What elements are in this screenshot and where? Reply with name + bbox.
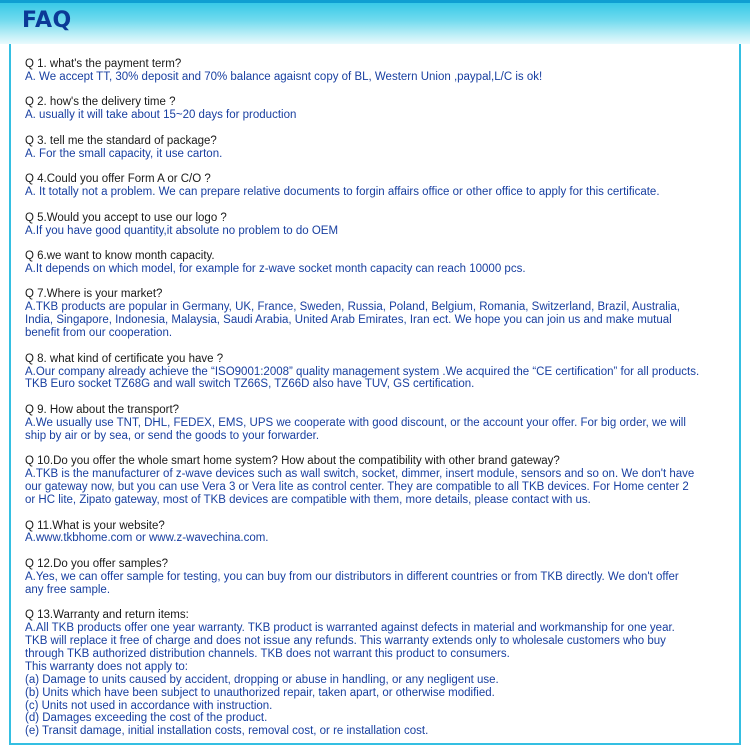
faq-list xyxy=(25,58,737,751)
faq-question: Q 4.Could you offer Form A or C/O ? xyxy=(25,173,211,186)
header-top-bar xyxy=(0,0,750,3)
faq-question: Q 10.Do you offer the whole smart home system? How about the compatibility with other brand gateway? xyxy=(25,455,560,468)
faq-item xyxy=(25,135,737,161)
faq-item xyxy=(25,173,737,199)
faq-item xyxy=(25,609,737,738)
faq-question: Q 1. what's the payment term? xyxy=(25,58,182,70)
faq-item xyxy=(25,455,737,507)
faq-answer-line: benefit from our cooperation. xyxy=(25,327,173,340)
faq-item xyxy=(25,212,737,238)
faq-question: Q 6.we want to know month capacity. xyxy=(25,250,215,263)
faq-answer-line: ship by air or by sea, or send the goods to your forwarder. xyxy=(25,429,320,442)
header-banner xyxy=(0,0,750,44)
faq-answer-line: A. usually it will take about 15~20 days for production xyxy=(25,109,297,122)
faq-item xyxy=(25,96,737,122)
faq-answer-line: A.All TKB products offer one year warranty. TKB product is warranted against defects in material and workmanship for one year. xyxy=(25,622,675,635)
faq-item xyxy=(25,58,737,84)
faq-question: Q 2. how's the delivery time ? xyxy=(25,96,176,109)
page-title: FAQ xyxy=(22,8,72,33)
faq-answer-line: A.TKB products are popular in Germany, UK, France, Sweden, Russia, Poland, Belgium, Romania, Switzerland, Brazil, Australia, xyxy=(25,301,680,314)
faq-answer-line: (e) Transit damage, initial installation costs, removal cost, or re installation cost. xyxy=(25,725,429,738)
faq-item xyxy=(25,353,737,392)
faq-answer-line: India, Singapore, Indonesia, Malaysia, Saudi Arabia, United Arab Emirates, Iran ect. We hope you can join us and make mutual xyxy=(25,314,672,327)
faq-answer-line: This warranty does not apply to: xyxy=(25,660,188,673)
faq-answer-line: (c) Units not used in accordance with instruction. xyxy=(25,699,273,712)
faq-answer-line: A. It totally not a problem. We can prepare relative documents to forgin affairs office or other office to apply for this certificate. xyxy=(25,186,660,199)
faq-answer-line: A.TKB is the manufacturer of z-wave devices such as wall switch, socket, dimmer, insert module, sensors and so on. We don't have xyxy=(25,468,695,481)
faq-answer-line: our gateway now, but you can use Vera 3 or Vera lite as control center. They are compatible to all TKB devices. For Home center 2 xyxy=(25,481,689,494)
faq-item xyxy=(25,250,737,276)
faq-answer-line: A.It depends on which model, for example for z-wave socket month capacity can reach 10000 pcs. xyxy=(25,262,526,275)
faq-answer-line: A. We accept TT, 30% deposit and 70% balance agaisnt copy of BL, Western Union ,paypal,L/C is ok! xyxy=(25,70,543,83)
faq-answer-line: A.www.tkbhome.com or www.z-wavechina.com. xyxy=(25,532,269,545)
faq-answer-line: (a) Damage to units caused by accident, dropping or abuse in handling, or any negligent use. xyxy=(25,673,499,686)
faq-answer-line: TKB will replace it free of charge and does not issue any refunds. This warranty extends only to wholesale customers who buy xyxy=(25,635,666,648)
faq-answer-line: A. For the small capacity, it use carton. xyxy=(25,147,223,160)
faq-answer-line: A.Yes, we can offer sample for testing, you can buy from our distributors in different countries or from TKB directly. We don't offer xyxy=(25,570,679,583)
faq-question: Q 12.Do you offer samples? xyxy=(25,557,168,570)
faq-answer-line: through TKB authorized distribution channels. TKB does not warrant this product to consumers. xyxy=(25,647,510,660)
faq-question: Q 8. what kind of certificate you have ? xyxy=(25,352,224,365)
faq-answer-line: A.If you have good quantity,it absolute no problem to do OEM xyxy=(25,224,339,237)
faq-answer-line: TKB Euro socket TZ68G and wall switch TZ66S, TZ66D also have TUV, GS certification. xyxy=(25,378,475,391)
faq-answer-line: A.We usually use TNT, DHL, FEDEX, EMS, UPS we cooperate with good discount, or the account your offer. For big order, we will xyxy=(25,416,686,429)
faq-answer-line: A.Our company already achieve the “ISO9001:2008” quality management system .We acquired the “CE certification” for all products. xyxy=(25,365,700,378)
faq-item xyxy=(25,288,737,340)
faq-item xyxy=(25,558,737,597)
faq-item xyxy=(25,520,737,546)
faq-answer-line: or HC lite, Zipato gateway, most of TKB devices are compatible with them, more details, please contact with us. xyxy=(25,494,591,506)
faq-question: Q 3. tell me the standard of package? xyxy=(25,134,217,147)
faq-item xyxy=(25,404,737,443)
faq-answer-line: (d) Damages exceeding the cost of the product. xyxy=(25,712,268,725)
faq-question: Q 13.Warranty and return items: xyxy=(25,609,189,622)
faq-answer-line: any free sample. xyxy=(25,583,111,596)
faq-question: Q 7.Where is your market? xyxy=(25,288,163,301)
faq-question: Q 9. How about the transport? xyxy=(25,403,180,416)
faq-answer-line: (b) Units which have been subject to unauthorized repair, taken apart, or otherwise modified. xyxy=(25,686,495,699)
faq-question: Q 11.What is your website? xyxy=(25,519,165,532)
faq-question: Q 5.Would you accept to use our logo ? xyxy=(25,211,227,224)
